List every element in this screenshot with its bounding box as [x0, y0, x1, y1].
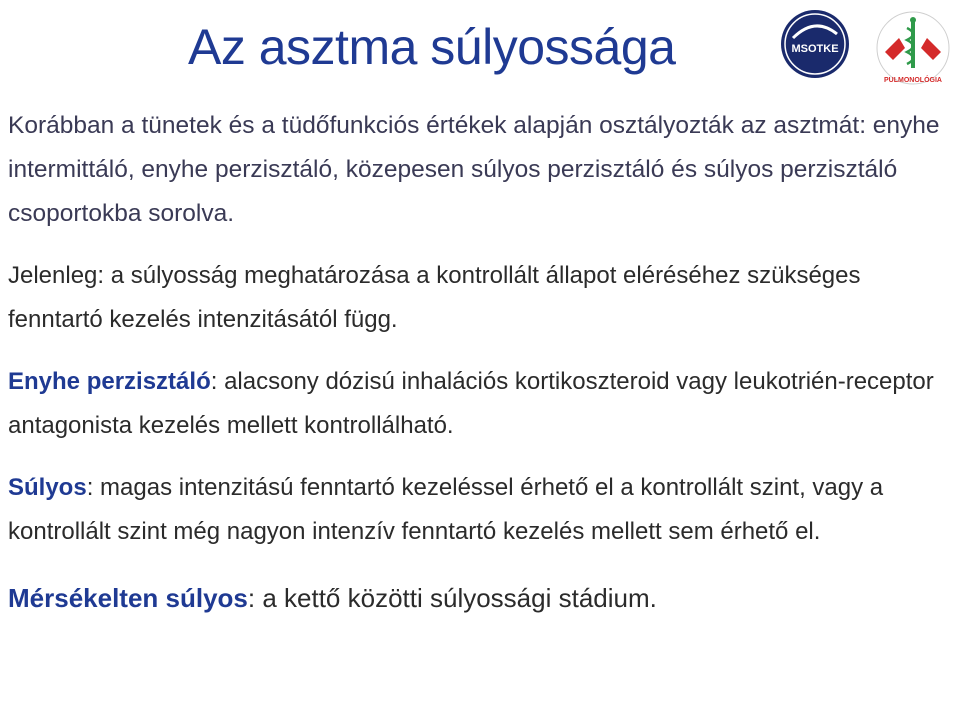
paragraph-mild-persistent	[8, 360, 953, 448]
paragraph-severe	[8, 466, 953, 554]
msotke-logo-text: MSOTKE	[791, 43, 839, 55]
paragraph-current: Jelenleg: a súlyosság meghatározása a kontrollált állapot eléréséhez szükséges fenntartó kezelés intenzitásától függ.	[8, 262, 861, 333]
slide-title: Az asztma súlyossága	[188, 19, 676, 75]
keyword-moderate: Mérsékelten súlyos	[8, 583, 248, 613]
paragraph-moderate	[8, 576, 953, 620]
text-severe: : magas intenzitású fenntartó kezeléssel érhető el a kontrollált szint, vagy a kontrollált szint még nagyon intenzív fenntartó kezelés mellett sem érhető el.	[8, 474, 884, 545]
pulmonology-logo-text: PULMONOLÓGIA	[884, 77, 942, 84]
keyword-severe: Súlyos	[8, 474, 87, 501]
keyword-mild-persistent: Enyhe perzisztáló	[8, 368, 211, 395]
text-mild-persistent: : alacsony dózisú inhalációs kortikoszteroid vagy leukotrién-receptor antagonista kezelés mellett kontrollálható.	[8, 368, 934, 439]
pulmonology-logo	[871, 8, 955, 88]
msotke-logo	[779, 8, 851, 80]
slide-body	[8, 104, 953, 620]
paragraph-history: Korábban a tünetek és a tüdőfunkciós értékek alapján osztályozták az asztmát: enyhe intermittáló, enyhe perzisztáló, közepesen súlyos perzisztáló és súlyos perzisztáló csoportokba sorolva.	[8, 112, 940, 227]
text-moderate: : a kettő közötti súlyossági stádium.	[247, 583, 657, 613]
